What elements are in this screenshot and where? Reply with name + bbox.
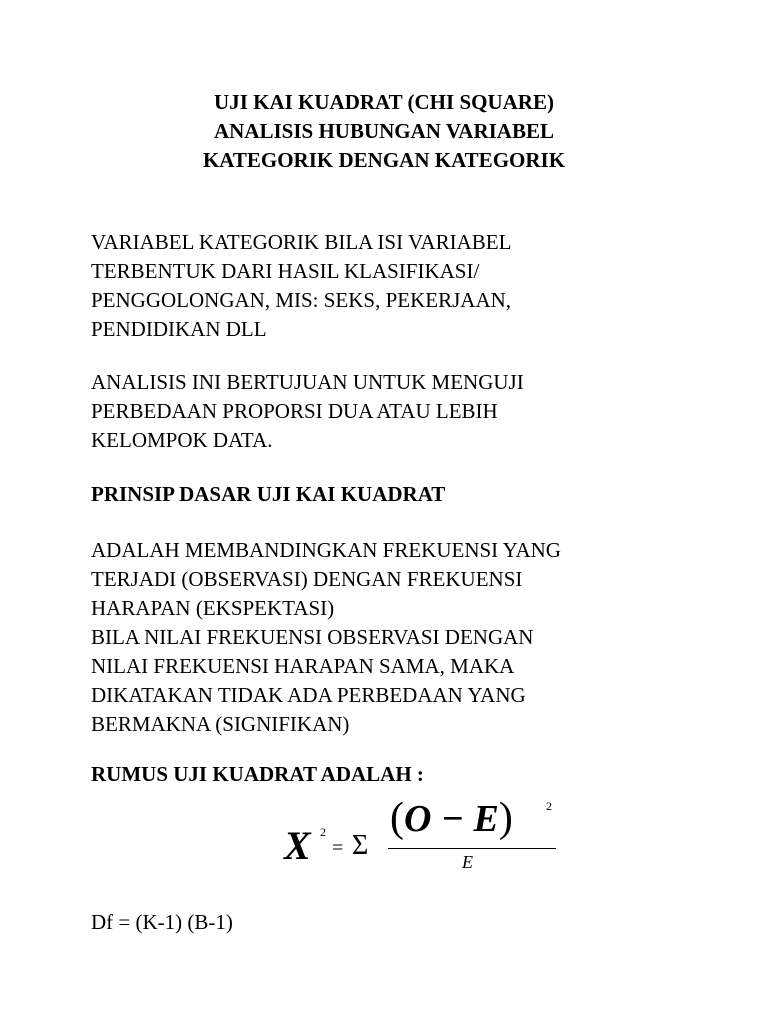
df-text: Df = (K-1) (B-1)	[91, 910, 233, 934]
paragraph-variabel-kategorik	[91, 228, 731, 344]
text-line: DIKATAKAN TIDAK ADA PERBEDAAN YANG	[91, 683, 526, 707]
formula-chi-exponent: 2	[320, 825, 326, 839]
formula-denominator: E	[462, 852, 473, 872]
degrees-of-freedom-line	[91, 908, 731, 937]
title-line-2: ANALISIS HUBUNGAN VARIABEL	[214, 119, 554, 143]
formula-observed: O	[404, 798, 432, 840]
formula-equals: =	[332, 837, 344, 859]
formula-fraction-bar	[388, 848, 556, 849]
text-line: TERJADI (OBSERVASI) DENGAN FREKUENSI	[91, 567, 523, 591]
title-line-1: UJI KAI KUADRAT (CHI SQUARE)	[214, 90, 554, 114]
text-line: BERMAKNA (SIGNIFIKAN)	[91, 712, 350, 736]
chi-square-formula	[280, 796, 570, 880]
text-line: PENDIDIKAN DLL	[91, 317, 267, 341]
text-line: ADALAH MEMBANDINGKAN FREKUENSI YANG	[91, 538, 561, 562]
formula-close-paren: )	[498, 795, 513, 841]
text-line: VARIABEL KATEGORIK BILA ISI VARIABEL	[91, 230, 512, 254]
heading-prinsip-dasar	[91, 480, 731, 509]
heading-text: PRINSIP DASAR UJI KAI KUADRAT	[91, 482, 446, 506]
document-title	[0, 88, 768, 175]
heading-text: RUMUS UJI KUADRAT ADALAH :	[91, 762, 424, 786]
heading-rumus	[91, 760, 731, 789]
text-line: HARAPAN (EKSPEKTASI)	[91, 596, 335, 620]
title-line-3: KATEGORIK DENGAN KATEGORIK	[202, 148, 566, 172]
formula-numerator	[390, 796, 513, 841]
formula-numerator-exponent: 2	[546, 799, 552, 813]
text-line: NILAI FREKUENSI HARAPAN SAMA, MAKA	[91, 654, 515, 678]
text-line: ANALISIS INI BERTUJUAN UNTUK MENGUJI	[91, 370, 524, 394]
formula-sigma: Σ	[352, 830, 369, 861]
text-line: PENGGOLONGAN, MIS: SEKS, PEKERJAAN,	[91, 288, 512, 312]
formula-chi-symbol: X	[284, 823, 311, 868]
formula-expected: E	[473, 798, 499, 840]
text-line: KELOMPOK DATA.	[91, 428, 273, 452]
paragraph-tujuan-analisis	[91, 368, 731, 455]
formula-open-paren: (	[390, 795, 404, 841]
text-line: BILA NILAI FREKUENSI OBSERVASI DENGAN	[91, 625, 534, 649]
formula-minus: −	[431, 798, 474, 840]
text-line: PERBEDAAN PROPORSI DUA ATAU LEBIH	[91, 399, 498, 423]
paragraph-prinsip-dasar	[91, 536, 731, 739]
text-line: TERBENTUK DARI HASIL KLASIFIKASI/	[91, 259, 480, 283]
